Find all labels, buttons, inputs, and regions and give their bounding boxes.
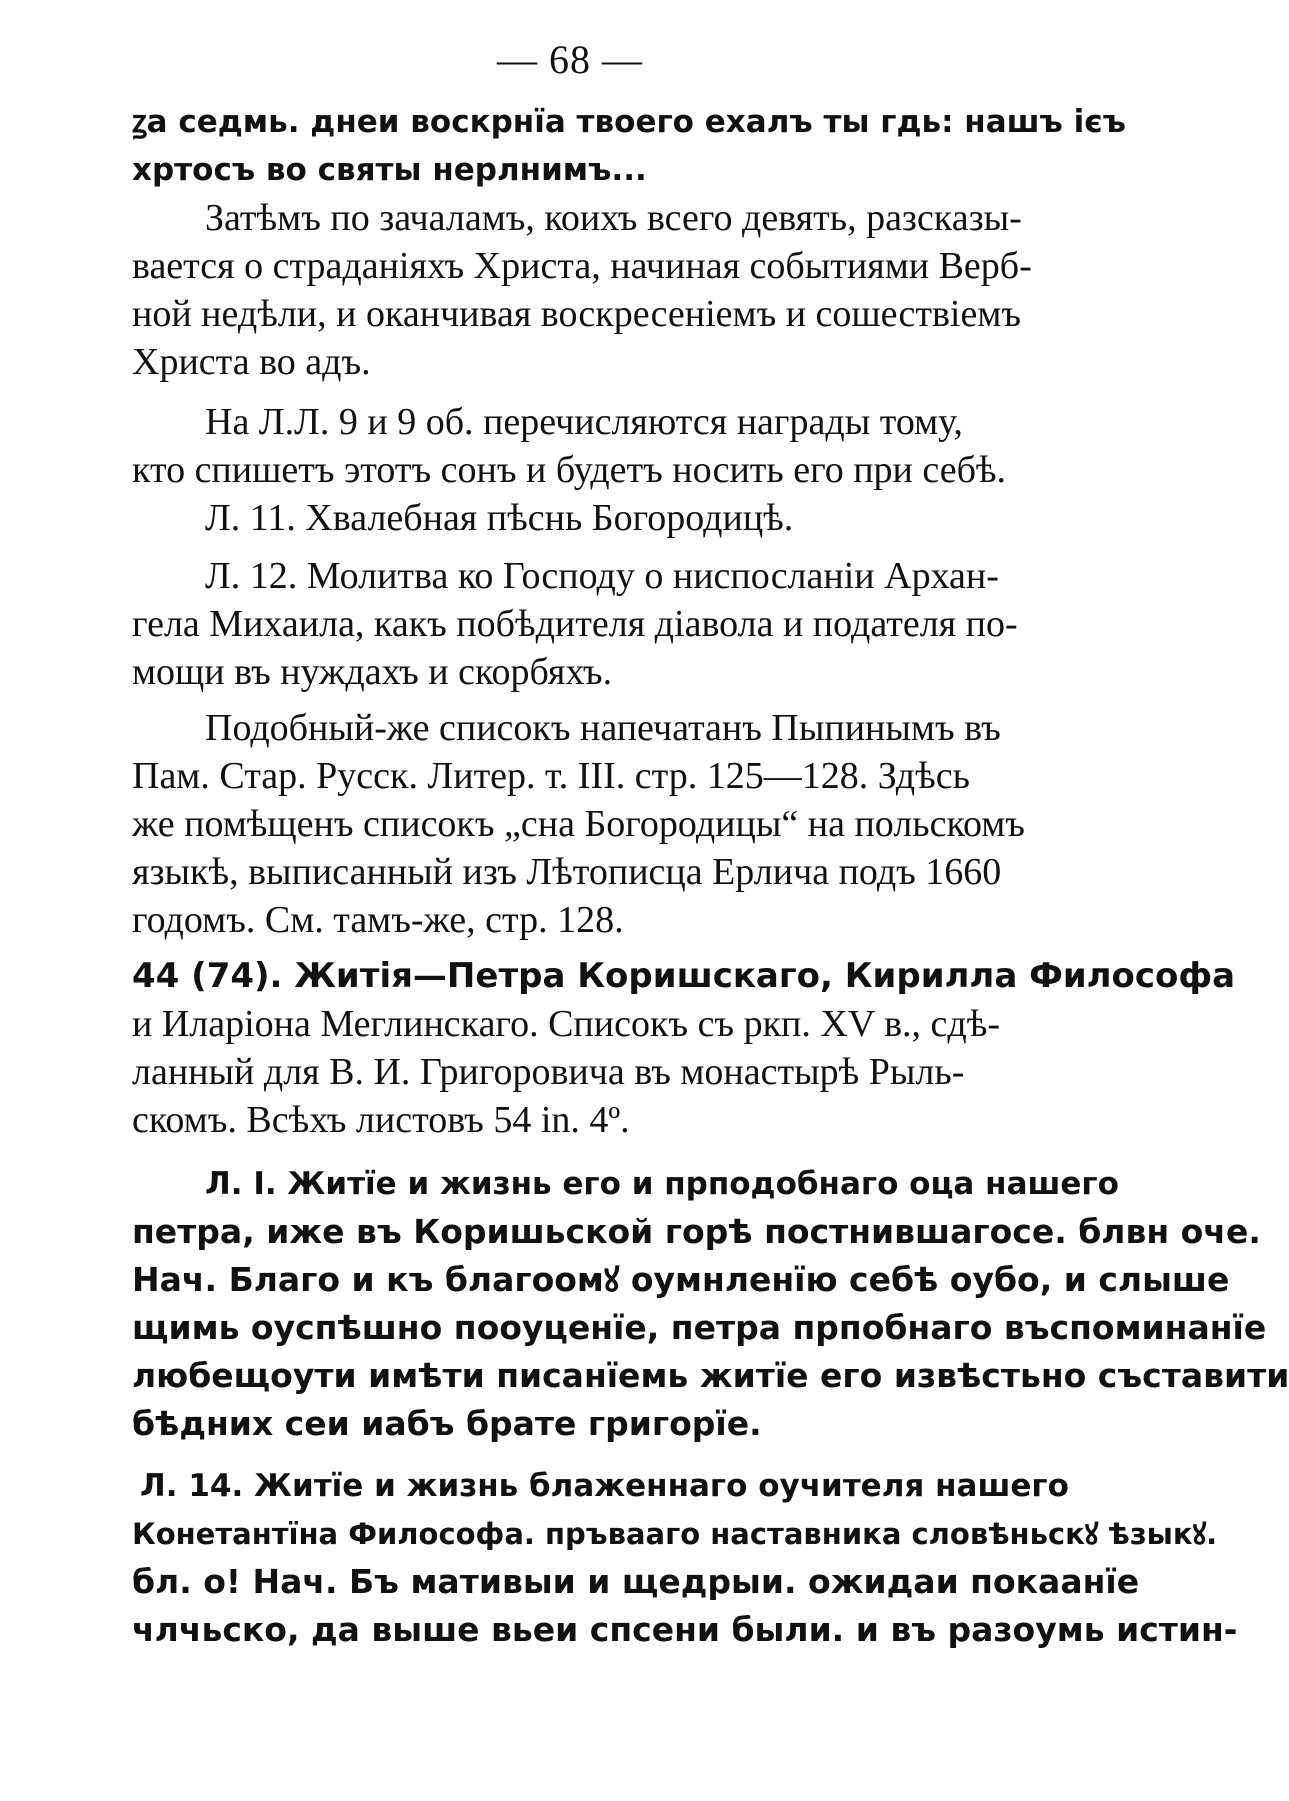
slavonic-block1-line-2: петра, иже въ Коришьской горѣ постнившагосе. блвн оче. <box>132 1212 1261 1251</box>
paragraph-line-14: языкѣ, выписанный изъ Лѣтописца Ерлича подъ 1660 <box>132 851 1002 893</box>
slavonic-line-1: ꙁа седмь. днеи воскрнїа твоего ехалъ ты гдь: нашъ ієъ <box>132 104 1126 140</box>
paragraph-line-11: Подобный-же списокъ напечатанъ Пыпинымъ въ <box>205 707 1001 749</box>
entry-line-2: и Иларiона Меглинскаго. Списокъ съ ркп. XV в., сдѣ- <box>132 1003 1001 1045</box>
slavonic-block2-line-3: бл. о! Нач. Бъ мативыи и щедрыи. ожидаи покаанїе <box>132 1562 1140 1601</box>
paragraph-line-10: мощи въ нуждахъ и скорбяхъ. <box>132 651 613 693</box>
slavonic-block1-line-6: бѣдних сеи иабъ брате григорїе. <box>132 1404 762 1443</box>
slavonic-block2-line-2: Конетантїна Философа. пръвааго наставника словѣньскꙋ ѣзыкꙋ. <box>132 1517 1218 1551</box>
paragraph-line-15: годомъ. См. тамъ-же, стр. 128. <box>132 899 624 941</box>
entry-line-3: ланный для В. И. Григоровича въ монастырѣ Рыль- <box>132 1051 965 1093</box>
paragraph-line-13: же помѣщенъ списокъ „сна Богородицы“ на польскомъ <box>132 803 1025 845</box>
paragraph-line-8: Л. 12. Молитва ко Господу о ниспосланiи Архан- <box>205 555 999 597</box>
slavonic-block2-line-4: члчьско, да выше вьеи спсени были. и въ разоумь истин- <box>132 1610 1238 1649</box>
paragraph-line-1: Затѣмъ по зачаламъ, коихъ всего девять, разсказы- <box>205 197 1022 239</box>
paragraph-line-3: ной недѣли, и оканчивая воскресенiемъ и сошествiемъ <box>132 293 1022 335</box>
slavonic-block2-line-1: Л. 14. Житїе и жизнь блаженнаго оучителя нашего <box>140 1468 1069 1504</box>
entry-line-4: скомъ. Всѣхъ листовъ 54 in. 4º. <box>132 1099 630 1141</box>
paragraph-line-12: Пам. Стар. Русск. Литер. т. III. стр. 125—128. Здѣсь <box>132 755 970 797</box>
paragraph-line-4: Христа во адъ. <box>132 341 371 383</box>
paragraph-line-9: гела Михаила, какъ побѣдителя дiавола и подателя по- <box>132 603 1018 645</box>
slavonic-block1-line-1: Л. I. Житїе и жизнь его и прподобнаго оца нашего <box>205 1166 1119 1202</box>
entry-44-title: 44 (74). Житiя—Петра Коришскаго, Кирилла Философа <box>132 956 1236 996</box>
slavonic-line-2: хртосъ во святы нерлнимъ... <box>132 152 647 188</box>
paragraph-line-5: На Л.Л. 9 и 9 об. перечисляются награды тому, <box>205 401 963 443</box>
slavonic-block1-line-4: щимь оуспѣшно пооуценїе, петра прпобнаго въспоминанїе <box>132 1308 1267 1347</box>
slavonic-block1-line-5: любещоути имѣти писанїемь житїе его извѣстьно съставити <box>132 1356 1289 1395</box>
paragraph-line-2: вается о страданiяхъ Христа, начиная событиями Верб- <box>132 245 1032 287</box>
slavonic-block1-line-3: Нач. Благо и къ благоомꙋ оумнленїю себѣ оубо, и слыше <box>132 1260 1230 1299</box>
paragraph-line-6: кто спишетъ этотъ сонъ и будетъ носить его при себѣ. <box>132 449 1007 491</box>
paragraph-line-7: Л. 11. Хвалебная пѣснь Богородицѣ. <box>205 497 794 539</box>
page-number: — 68 — <box>497 37 643 82</box>
